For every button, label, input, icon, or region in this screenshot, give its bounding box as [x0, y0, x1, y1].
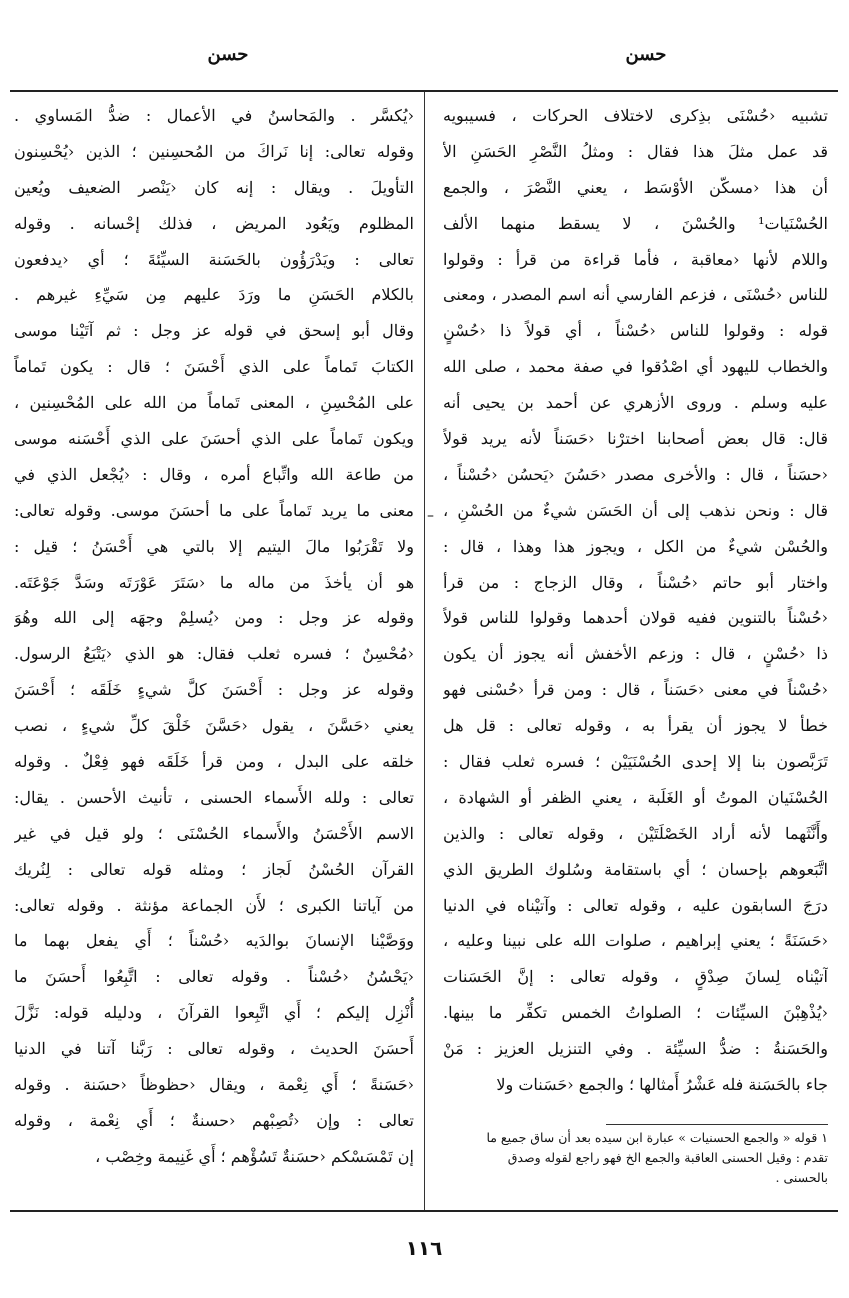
text-line: واختار أبو حاتم ‹حُسْناً ، وقال الزجاج : من قرأ	[443, 572, 828, 592]
text-line: معنى ما يريد تَماماً على ما أحسَنَ موسى. وقوله تعالى:	[14, 500, 414, 520]
text-line: من آياتنا الكبرى ؛ لأَن الجماعة مؤنثة . وقوله تعالى:	[14, 895, 414, 915]
text-line: خطأ لا يجوز أن يقرأ به ، وقوله تعالى : قل هل	[443, 716, 828, 736]
text-line: التأويلَ . ويقال : إنه كان ‹يَنْصر الضعيف ويُعين	[14, 177, 414, 197]
text-line: واللام لأنها ‹معاقبة ، فأما قراءة من قرأ : وقولوا	[443, 249, 828, 269]
text-line: والخطاب لليهود أي اصْدُقوا في صفة محمد ، صلى الله	[443, 357, 828, 377]
running-head-right: حسن	[625, 44, 667, 65]
text-line: تشبيه ‹حُسْنَى بذِكرى لاختلاف الحركات ، فسيبويه	[443, 106, 828, 125]
text-line: ‹حسَناً ، قال : والأخرى مصدر ‹حَسُنَ ‹يَحسُن ‹حُسْناً ،	[443, 464, 828, 484]
text-line: قوله : وقولوا للناس ‹حُسْناً ، أي قولاً ذا ‹حُسْنٍ	[443, 321, 828, 341]
text-line: الاسم الأَحْسَنُ والأَسماء الحُسْنَى ؛ ولو قيل في غير	[14, 823, 414, 843]
text-line: ويكون تَماماً على الذي أحسَنَ على الذي أَحْسَنه موسى	[14, 429, 414, 449]
text-line: والحَسَنةُ : ضدُّ السيِّئة . وفي التنزيل العزيز : مَنْ	[443, 1039, 828, 1059]
bottom-rule	[10, 1210, 838, 1212]
text-line: والحُسْن شيءٌ من الكل ، ويجوز هذا وهذا ، قال :	[443, 536, 828, 556]
text-line: هو أن يأخذَ من ماله ما ‹سَتَرَ عَوْرَتَه وسَدَّ جَوْعَتَه.	[14, 572, 414, 592]
text-line: وقال أبو إسحق في قوله عز وجل : ثم آتَيْنا موسى	[14, 321, 414, 341]
text-line: على المُحْسِنِ ، المعنى تَماماً من الله على المُحْسِنين ،	[14, 393, 414, 413]
right-column	[443, 98, 828, 1103]
text-line: وقوله عز وجل : أَحْسَنَ كلَّ شيءٍ خَلَقَه ؛ أَحْسَنَ	[14, 680, 414, 700]
text-line: تعالى : ويَدْرَؤُون بالحَسَنة السيِّئةَ ؛ أي ‹يدفعون	[14, 249, 414, 269]
text-line: درَجَ السابقون عليه ، وقوله تعالى : وآتيْناه في الدنيا	[443, 895, 828, 915]
footnote-line: ١ قوله « والجمع الحسنيات » عبارة ابن سيده بعد أن ساق جميع ما	[486, 1130, 828, 1145]
text-line: الحُسْنَيان الموتُ أو الغَلَبة ، يعني الظفر أو الشهادة ،	[443, 787, 828, 807]
text-line: ‹مُحْسِنٌ ؛ فسره ثعلب فقال: هو الذي ‹يَتْبَعُ الرسول.	[14, 644, 414, 664]
text-line: قال: قال بعض أصحابنا اخترْنا ‹حَسَناً لأنه يريد قولاً	[443, 429, 828, 449]
text-line: الكتابَ تَماماً على الذي أَحْسَنَ ؛ قال : يكون تَماماً	[14, 357, 414, 377]
page-number: ١١٦	[405, 1236, 443, 1260]
text-line: ولا تَقْرَبُوا مالَ اليتيم إلا بالتي هي أَحْسَنُ ؛ قيل :	[14, 536, 414, 556]
text-line: وأَنَّثَهما لأنه أراد الخَصْلَتَيْن ، وقوله تعالى : والذين	[443, 823, 828, 843]
text-line: من طاعة الله واتِّباع أمره ، وقال : ‹يُجْعل الذي في	[14, 464, 414, 484]
text-line: أن هذا ‹مسكّن الأوْسَط ، يعني النَّصْرَ ، والجمع	[443, 177, 828, 197]
text-line: عليه وسلم . وروى الأزهري عن أحمد بن يحيى أنه	[443, 393, 828, 413]
text-line: ‹يُذْهِبْنَ السيِّئات ؛ الصلواتُ الخمس تكفِّر ما بينها.	[443, 1003, 828, 1023]
text-line: المظلوم ويَعُود المريض ، فذلك إحْسانه . وقوله	[14, 213, 414, 233]
text-line: اتَّبَعوهم بإحسان ؛ أي باستقامة وسُلوك الطريق الذي	[443, 859, 828, 879]
text-line: آتيْناه لِسانَ صِدْقٍ ، وقوله تعالى : إنَّ الحَسَنات	[443, 967, 828, 987]
text-line: ووَصَّيْنا الإنسانَ بوالدَيه ‹حُسْناً ؛ أَي يفعل بهما ما	[14, 931, 414, 951]
text-line: تَرَبَّصون بنا إلا إحدى الحُسْنَيَيْن ؛ فسره ثعلب فقال :	[443, 752, 828, 772]
text-line: بالكلام الحَسَنِ ما ورَدَ عليهم مِن سَيِّءِ غيرهم .	[14, 285, 414, 305]
footnote-line: بالحسنى .	[775, 1170, 828, 1185]
text-line: جاء بالحَسَنة فله عَشْرُ أَمثالها ؛ والجمع ‹حَسَنات ولا	[496, 1075, 828, 1095]
text-line: يعني ‹حَسَّنَ ، يقول ‹حَسَّنَ خَلْقَ كلِّ شيءٍ ، نصب	[14, 716, 414, 736]
text-line: وقوله عز وجل : ومن ‹يُسلِمْ وجهَه إلى الله وهُوَ	[14, 608, 414, 628]
text-line: القرآن الحُسْنُ لَجاز ؛ ومثله قوله تعالى : لِنُريك	[14, 859, 414, 879]
text-line: وقوله تعالى: إنا نَراكَ من المُحسِنين ؛ الذين ‹يُحْسِنون	[14, 141, 414, 161]
text-line: قد عمل مثلَ هذا فقال : ومثلُ النَّصْرِ الحَسَنِ الأ	[443, 141, 828, 161]
text-line: خلقه على البدل ، ومن قرأ خَلَقَه فهو فِعْلٌ . وقوله	[14, 752, 414, 772]
text-line: ‹يَحْسُنُ ‹حُسْناً . وقوله تعالى : اتَّبِعُوا أَحسَنَ ما	[14, 967, 414, 987]
text-line: ‹حَسَنةً ؛ أَي نِعْمة ، ويقال ‹حظوظاً ‹حسَنة . وقوله	[14, 1075, 414, 1095]
text-line: للناس ‹حُسْنَى ، فزعم الفارسي أنه اسم المصدر ، ومعنى	[443, 285, 828, 305]
text-line: ‹حُسْناً في معنى ‹حَسَناً ، قال : ومن قرأ ‹حُسْنى فهو	[443, 680, 828, 700]
text-line: إن تَمْسَسْكم ‹حسَنةٌ تَسُؤْهم ؛ أَي غَنِيمة وخِصْب ،	[95, 1146, 414, 1166]
text-line: ‹حَسَنَةً ؛ يعني إبراهيم ، صلوات الله على نبينا وعليه ،	[443, 931, 828, 951]
text-line: تعالى : وإن ‹تُصِبْهم ‹حسنةٌ ؛ أَي نِعْمة ، وقوله	[14, 1110, 414, 1130]
text-line: تعالى : ولله الأَسماء الحسنى ، تأنيث الأحسن . يقال:	[14, 787, 414, 807]
text-line: ذا ‹حُسْنٍ ، قال : وزعم الأخفش أنه يجوز أن يكون	[443, 644, 828, 664]
footnote-rule	[606, 1124, 828, 1125]
text-line: أُنْزِل إليكم ؛ أَي اتَّبِعوا القرآنَ ، ودليله قوله: نَزَّلَ	[14, 1003, 414, 1023]
text-line: أَحسَنَ الحديث ، وقوله تعالى : رَبَّنا آتنا في الدنيا	[14, 1039, 414, 1059]
margin-mark: –	[427, 508, 434, 524]
footnote-line: تقدم : وقيل الحسنى العاقبة والجمع الخ فهو راجع لقوله وصدق	[507, 1150, 828, 1165]
text-line: ‹حُسْناً بالتنوين ففيه قولان أحدهما وقولوا للناس قولاً	[443, 608, 828, 628]
text-line: قال : ونحن نذهب إلى أن الحَسَن شيءٌ من الحُسْنِ ،	[443, 500, 828, 520]
footnote	[443, 1128, 828, 1188]
running-head-left: حسن	[207, 44, 249, 65]
left-column	[14, 98, 414, 1175]
text-line: الحُسْنَيات¹ والحُسْنَ ، لا يسقط منهما الألف	[443, 213, 828, 233]
text-line: ‹يُكسَّر . والمَحاسنُ في الأعمال : ضدُّ المَساوي .	[14, 106, 414, 125]
column-divider	[424, 92, 425, 1210]
